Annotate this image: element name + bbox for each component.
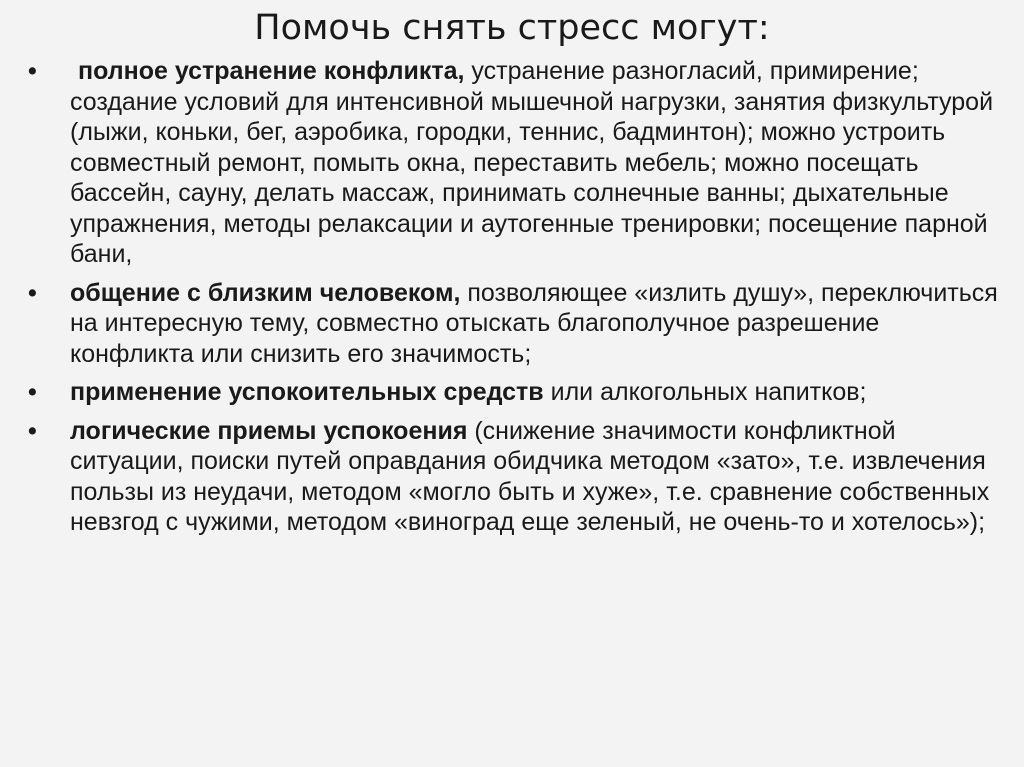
list-item xyxy=(28,377,1003,408)
bullet-heading: логические приемы успокоения xyxy=(70,416,468,445)
list-item xyxy=(28,278,1003,370)
bullet-icon: • xyxy=(28,416,37,445)
bullet-heading: полное устранение конфликта, xyxy=(78,57,465,85)
bullet-list xyxy=(28,56,1003,546)
bullet-heading: применение успокоительных средств xyxy=(70,378,544,406)
bullet-text: или алкогольных напитков; xyxy=(543,378,867,406)
bullet-text: позволяющее «излить душу», переключиться на интересную тему, совместно отыскать благополучное разрешение конфликта или снизить его значимость; xyxy=(70,278,998,368)
bullet-icon: • xyxy=(28,278,37,307)
list-item xyxy=(28,416,1003,538)
slide-title: Помочь снять стресс могут: xyxy=(254,8,770,48)
bullet-text: (снижение значимости конфликтной ситуации, поиски путей оправдания обидчика методом «зато», т.е. извлечения пользы из неудачи, методом «могло быть и хуже», т.е. сравнение собственных невзгод с чужими, методом «виноград еще зеленый, не очень-то и хотелось»); xyxy=(70,416,990,536)
bullet-heading: общение с близким человеком, xyxy=(70,278,461,307)
bullet-icon: • xyxy=(28,378,37,406)
bullet-icon: • xyxy=(28,57,37,85)
list-item xyxy=(28,56,1003,270)
bullet-text: устранение разногласий, примирение; создание условий для интенсивной мышечной нагрузки, занятия физкультурой (лыжи, коньки, бег, аэробика, городки, теннис, бадминтон); можно устроить совместный ремонт, помыть окна, переставить мебель; можно посещать бассейн, сауну, делать массаж, принимать солнечные ванны; дыхательные упражнения, методы релаксации и аутогенные тренировки; посещение парной бани, xyxy=(70,57,994,268)
